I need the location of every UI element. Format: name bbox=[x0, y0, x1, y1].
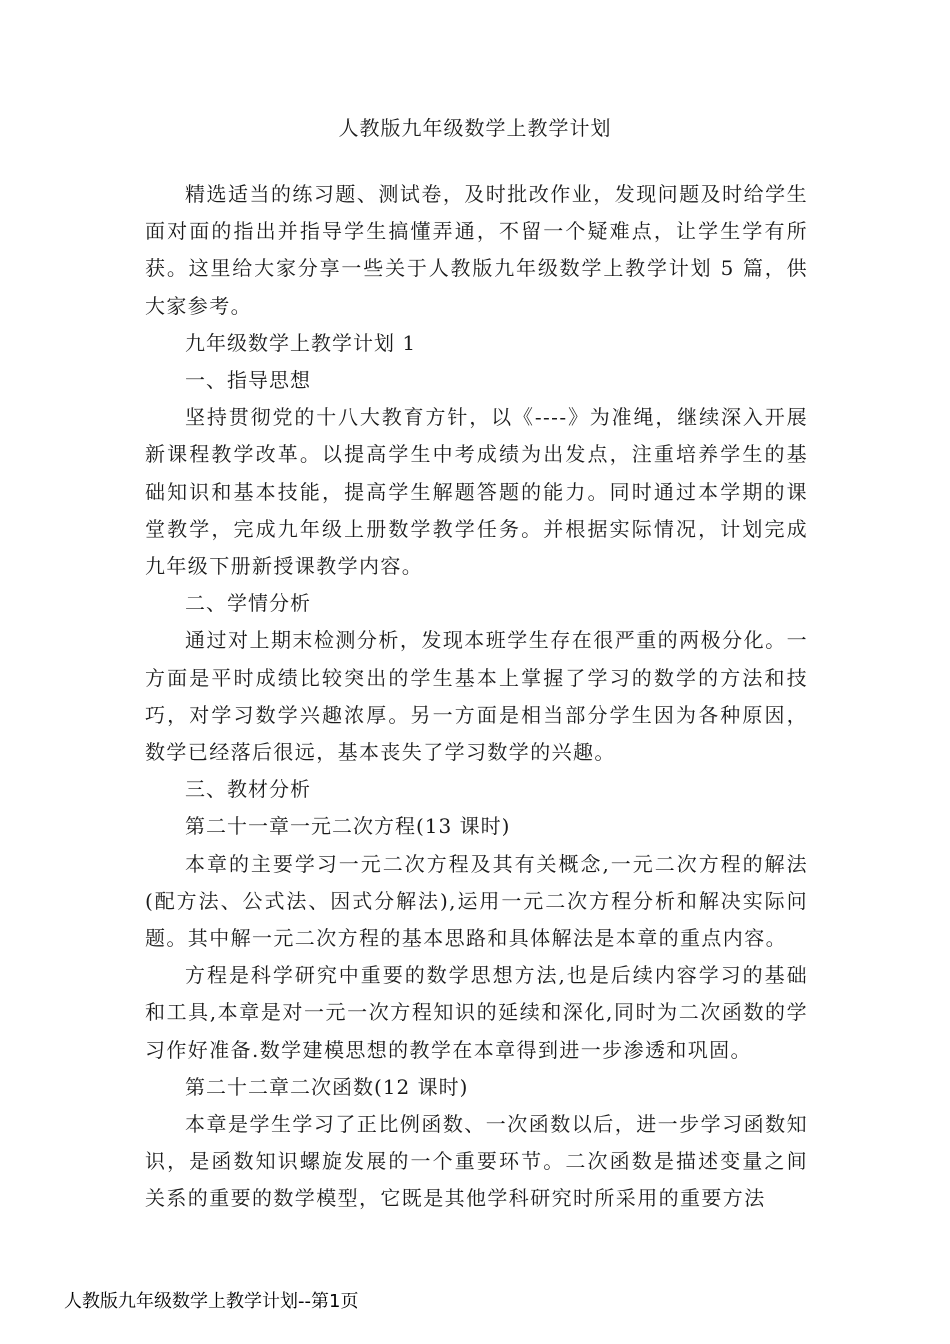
student-analysis-paragraph: 通过对上期末检测分析，发现本班学生存在很严重的两极分化。一方面是平时成绩比较突出的学生基本上掌握了学习的数学的方法和技巧，对学习数学兴趣浓厚。另一方面是相当部分学生因为各种原因，数学已经落后很远，基本丧失了学习数学的兴趣。 bbox=[145, 628, 808, 765]
chapter-22-paragraph-1: 本章是学生学习了正比例函数、一次函数以后，进一步学习函数知识，是函数知识螺旋发展的一个重要环节。二次函数是描述变量之间关系的重要的数学模型，它既是其他学科研究时所采用的重要方法 bbox=[145, 1112, 808, 1211]
section-heading-student-analysis: 二、学情分析 bbox=[185, 591, 311, 616]
intro-paragraph: 精选适当的练习题、测试卷，及时批改作业，发现问题及时给学生面对面的指出并指导学生搞懂弄通，不留一个疑难点，让学生学有所获。这里给大家分享一些关于人教版九年级数学上教学计划 5 篇，供大家参考。 bbox=[145, 182, 808, 318]
document-body bbox=[145, 176, 808, 1218]
section-heading-textbook-analysis: 三、教材分析 bbox=[185, 777, 311, 802]
chapter-21-paragraph-1: 本章的主要学习一元二次方程及其有关概念,一元二次方程的解法(配方法、公式法、因式分解法),运用一元二次方程分析和解决实际问题。其中解一元二次方程的基本思路和具体解法是本章的重点内容。 bbox=[145, 851, 808, 951]
chapter-21-paragraph-2: 方程是科学研究中重要的数学思想方法,也是后续内容学习的基础和工具,本章是对一元一次方程知识的延续和深化,同时为二次函数的学习作好准备.数学建模思想的教学在本章得到进一步渗透和巩固。 bbox=[145, 963, 808, 1062]
section-heading-guiding-thought: 一、指导思想 bbox=[185, 368, 311, 393]
page-footer: 人教版九年级数学上教学计划--第1页 bbox=[64, 1291, 359, 1312]
chapter-heading-22: 第二十二章二次函数(12 课时) bbox=[185, 1074, 469, 1099]
section-heading-plan-1: 九年级数学上教学计划 1 bbox=[185, 330, 417, 355]
document-title: 人教版九年级数学上教学计划 bbox=[338, 116, 612, 140]
chapter-heading-21: 第二十一章一元二次方程(13 课时) bbox=[185, 814, 511, 839]
guiding-thought-paragraph: 坚持贯彻党的十八大教育方针，以《----》为准绳，继续深入开展新课程教学改革。以提高学生中考成绩为出发点，注重培养学生的基础知识和基本技能，提高学生解题答题的能力。同时通过本学期的课堂教学，完成九年级上册数学教学任务。并根据实际情况，计划完成九年级下册新授课教学内容。 bbox=[145, 405, 808, 579]
